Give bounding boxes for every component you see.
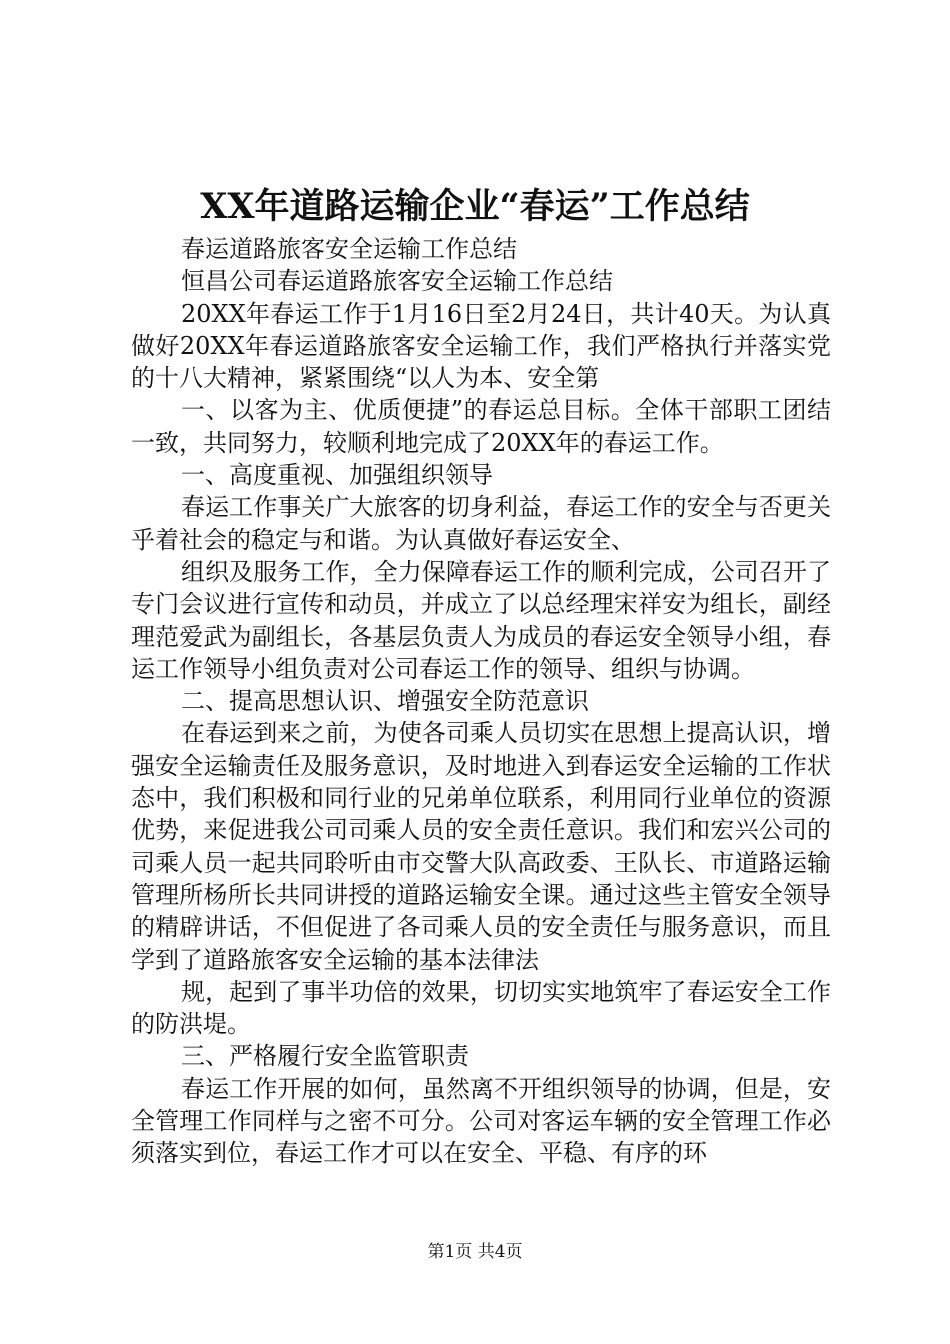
paragraph: 规，起到了事半功倍的效果，切切实实地筑牢了春运安全工作的防洪堤。	[131, 977, 831, 1039]
paragraph: 恒昌公司春运道路旅客安全运输工作总结	[181, 267, 613, 296]
section-heading: 二、提高思想认识、增强安全防范意识	[181, 687, 589, 716]
paragraph: 一、以客为主、优质便捷”的春运总目标。全体干部职工团结一致，共同努力，较顺利地完成了20XX年的春运工作。	[131, 396, 831, 457]
section-heading: 三、严格履行安全监管职责	[181, 1042, 469, 1071]
paragraph: 组织及服务工作，全力保障春运工作的顺利完成，公司召开了专门会议进行宣传和动员，并成立了以总经理宋祥安为组长，副经理范爱武为副组长，各基层负责人为成员的春运安全领导小组，春运工作领导小组负责对公司春运工作的领导、组织与协调。	[131, 557, 831, 683]
page-number-footer: 第1页 共4页	[427, 1242, 523, 1262]
paragraph: 在春运到来之前，为使各司乘人员切实在思想上提高认识，增强安全运输责任及服务意识，及时地进入到春运安全运输的工作状态中，我们积极和同行业的兄弟单位联系，利用同行业单位的资源优势，来促进我公司司乘人员的安全责任意识。我们和宏兴公司的司乘人员一起共同聆听由市交警大队高政委、王队长、市道路运输管理所杨所长共同讲授的道路运输安全课。通过这些主管安全领导的精辟讲话，不但促进了各司乘人员的安全责任与服务意识，而且学到了道路旅客安全运输的基本法律法	[131, 719, 831, 974]
document-body	[131, 233, 831, 1170]
document-title: XX年道路运输企业“春运”工作总结	[200, 186, 750, 227]
paragraph: 春运道路旅客安全运输工作总结	[181, 235, 517, 263]
paragraph: 春运工作开展的如何，虽然离不开组织领导的协调，但是，安全管理工作同样与之密不可分。公司对客运车辆的安全管理工作必须落实到位，春运工作才可以在安全、平稳、有序的环	[131, 1074, 831, 1168]
paragraph: 春运工作事关广大旅客的切身利益，春运工作的安全与否更关乎着社会的稳定与和谐。为认真做好春运安全、	[131, 493, 831, 554]
section-heading: 一、高度重视、加强组织领导	[181, 461, 493, 490]
paragraph: 20XX年春运工作于1月16日至2月24日，共计40天。为认真做好20XX年春运道路旅客安全运输工作，我们严格执行并落实党的十八大精神，紧紧围绕“以人为本、安全第	[131, 299, 831, 393]
